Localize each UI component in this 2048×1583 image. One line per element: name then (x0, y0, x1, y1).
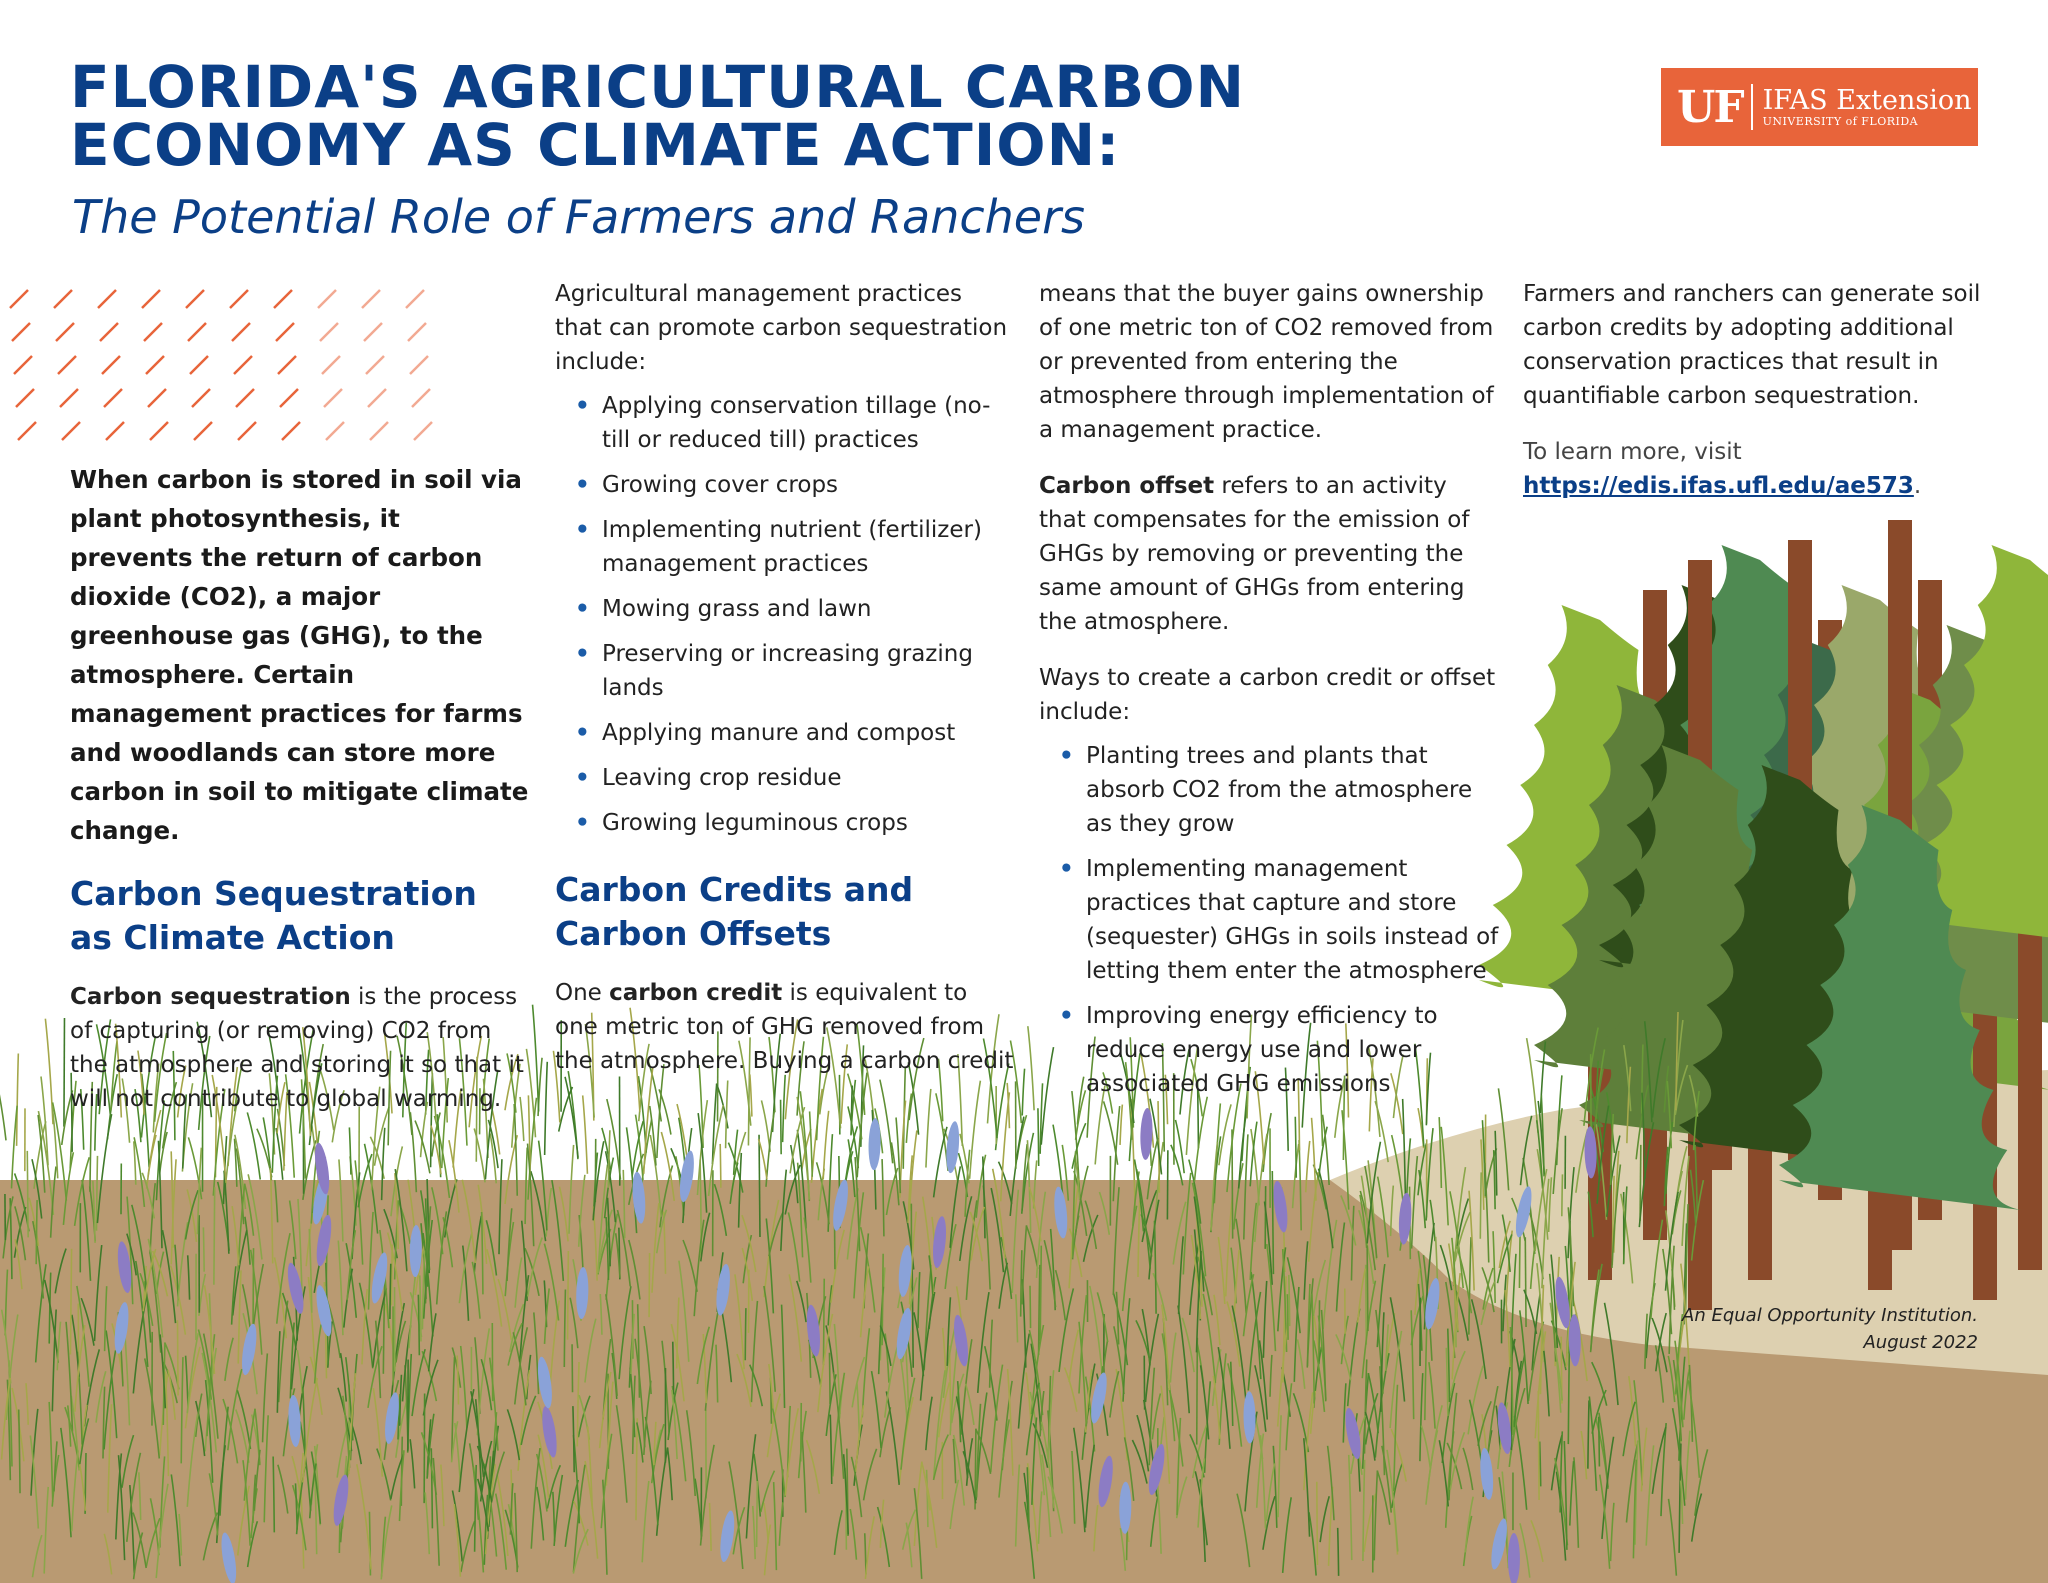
practice-item: • Applying manure and compost (555, 716, 1015, 750)
logo-mark: UF (1677, 81, 1743, 133)
grass-blade (1599, 1417, 1600, 1467)
heading-carbon-credits: Carbon Credits and Carbon Offsets (555, 870, 914, 953)
grass-blade (745, 1308, 746, 1360)
publication-date: August 2022 (1863, 1332, 1978, 1353)
grass-blade (583, 1095, 588, 1173)
grass-blade (1562, 1174, 1563, 1216)
offset-term: Carbon offset (1039, 473, 1215, 499)
way-item: • Planting trees and plants that absorb CO2 from the atmosphere as they grow (1039, 739, 1499, 841)
intro-paragraph: When carbon is stored in soil via plant photosynthesis, it prevents the return of carbon dioxide (CO2), a major greenhouse gas (GHG), to the atmosphere. Certain management practices for farms and woodlands can store more carbon in soil to mitigate climate change. (70, 465, 529, 845)
practice-item: • Preserving or increasing grazing lands (555, 637, 1015, 705)
grass-blade (64, 1018, 65, 1127)
hatch-mark (186, 290, 204, 308)
hatch-mark (150, 422, 168, 440)
grass-blade (1525, 1237, 1526, 1327)
heading-carbon-sequestration: Carbon Sequestration as Climate Action (70, 874, 477, 957)
page-title (70, 53, 1246, 179)
practice-item: • Growing cover crops (555, 468, 1015, 502)
grass-blade (390, 1264, 391, 1319)
grass-blade (720, 1144, 721, 1188)
credit-definition (555, 976, 1015, 1078)
hatch-mark (144, 323, 162, 341)
lavender-spike (868, 1118, 881, 1170)
practice-item: • Mowing grass and lawn (555, 592, 1015, 626)
grass-blade (1519, 1233, 1520, 1288)
grass-blade (1197, 1338, 1198, 1445)
hatch-mark (280, 389, 298, 407)
grass-blade (203, 1227, 204, 1271)
grass-blade (759, 1135, 760, 1237)
grass-blade (214, 1187, 215, 1284)
title-line-1: FLORIDA'S AGRICULTURAL CARBON (70, 53, 1246, 121)
equal-opportunity-text: An Equal Opportunity Institution. (1682, 1305, 1978, 1326)
hatch-mark (56, 323, 74, 341)
grass-blade (781, 1100, 782, 1154)
grass-blade (1366, 1265, 1367, 1345)
grass-blade (801, 1403, 802, 1462)
logo-university: UNIVERSITY of FLORIDA (1762, 114, 1919, 128)
grass-blade (823, 1111, 828, 1179)
grass-blade (418, 1295, 419, 1356)
grass-blade (17, 1054, 19, 1146)
grass-blade (533, 1005, 539, 1112)
grass-blade (27, 1151, 28, 1237)
grass-blade (1030, 1286, 1031, 1328)
grass-blade (36, 1200, 37, 1264)
learn-more (1523, 435, 1983, 503)
link-suffix: . (1913, 473, 1922, 499)
hatch-mark (146, 356, 164, 374)
hatch-mark (192, 389, 210, 407)
hatch-mark (326, 422, 344, 440)
column-4 (1523, 277, 1983, 525)
hatch-mark (368, 389, 386, 407)
credit-term: carbon credit (609, 980, 783, 1006)
column-2 (555, 277, 1015, 1100)
grass-blade (1040, 1246, 1041, 1342)
grass-blade (829, 1353, 830, 1404)
uf-ifas-logo (1661, 68, 1978, 146)
hatch-mark (232, 323, 250, 341)
way-item: • Improving energy efficiency to reduce energy use and lower associated GHG emissions (1039, 999, 1499, 1101)
way-item: • Implementing management practices that capture and store (sequester) GHGs in soils instead of letting them enter the atmosphere (1039, 852, 1499, 988)
grass-blade (1317, 1482, 1318, 1565)
hatch-mark (370, 422, 388, 440)
hatch-mark (276, 323, 294, 341)
hatch-mark (366, 356, 384, 374)
grass-blade (1367, 1245, 1368, 1331)
hatch-mark (236, 389, 254, 407)
credit-text: is equivalent to one metric ton of GHG removed from the atmosphere. Buying a carbon credit (555, 980, 1014, 1074)
sequestration-definition (70, 980, 530, 1116)
practice-item: • Applying conservation tillage (no-till or reduced till) practices (555, 389, 1015, 457)
grass-blade (673, 1342, 674, 1395)
hatch-mark (98, 290, 116, 308)
hatch-mark (148, 389, 166, 407)
grass-blade (1072, 1123, 1086, 1169)
hatch-mark (188, 323, 206, 341)
hatch-mark (406, 290, 424, 308)
sequestration-term: Carbon sequestration (70, 984, 351, 1010)
hatch-mark (10, 290, 28, 308)
grass-blade (810, 1111, 813, 1176)
edis-link[interactable]: https://edis.ifas.ufl.edu/ae573 (1523, 473, 1914, 499)
hatch-mark (322, 356, 340, 374)
hatch-mark (18, 422, 36, 440)
hatch-mark (194, 422, 212, 440)
hatch-mark (234, 356, 252, 374)
sequestration-text: is the process of capturing (or removing) CO2 from the atmosphere and storing it so that it will not contribute to global warming. (70, 984, 524, 1112)
grass-blade (1538, 1391, 1539, 1500)
hatch-mark (364, 323, 382, 341)
hatch-mark (58, 356, 76, 374)
logo-name: IFAS Extension (1762, 84, 1972, 116)
hatch-mark (238, 422, 256, 440)
hatch-mark (414, 422, 432, 440)
hatch-mark (106, 422, 124, 440)
hatch-mark (190, 356, 208, 374)
practice-item: • Implementing nutrient (fertilizer) management practices (555, 513, 1015, 581)
practices-intro: Agricultural management practices that can promote carbon sequestration include: (555, 281, 1008, 375)
hatch-mark (142, 290, 160, 308)
hatch-mark (320, 323, 338, 341)
grass-blade (757, 1481, 758, 1547)
hatch-mark (16, 389, 34, 407)
hatch-mark (60, 389, 78, 407)
practice-item: • Growing leguminous crops (555, 806, 1015, 840)
hatch-mark (408, 323, 426, 341)
ways-intro: Ways to create a carbon credit or offset include: (1039, 665, 1496, 725)
grass-blade (1289, 1275, 1290, 1326)
footer (1682, 1302, 1978, 1356)
grass-blade (926, 1089, 931, 1168)
grass-blade (1287, 1294, 1288, 1340)
generate-credits-text: Farmers and ranchers can generate soil carbon credits by adopting additional conservation practices that result in quantifiable carbon sequestration. (1523, 281, 1981, 409)
column-1 (70, 460, 530, 1138)
practices-list (555, 389, 1015, 840)
grass-blade (545, 1062, 548, 1155)
hatch-mark (62, 422, 80, 440)
grass-blade (1338, 1528, 1339, 1576)
grass-blade (823, 1279, 824, 1365)
hatch-mark (362, 290, 380, 308)
hatch-mark (318, 290, 336, 308)
column-3 (1039, 277, 1499, 1129)
hatch-mark (278, 356, 296, 374)
grass-blade (177, 1320, 178, 1395)
credit-pre: One (555, 980, 602, 1006)
hatch-mark (102, 356, 120, 374)
title-line-2: ECONOMY AS CLIMATE ACTION: (70, 111, 1121, 179)
orange-hatch-decoration (10, 290, 432, 440)
grass-blade (1028, 1026, 1034, 1110)
grass-blade (761, 1100, 770, 1151)
hatch-mark (54, 290, 72, 308)
hatch-mark (12, 323, 30, 341)
ways-list (1039, 739, 1499, 1101)
practice-item: • Leaving crop residue (555, 761, 1015, 795)
hatch-mark (104, 389, 122, 407)
offset-definition (1039, 469, 1499, 639)
hatch-mark (410, 356, 428, 374)
grass-blade (1480, 1172, 1481, 1238)
hatch-mark (412, 389, 430, 407)
logo-divider (1751, 84, 1753, 130)
grass-blade (1022, 1069, 1024, 1116)
grass-blade (912, 1265, 913, 1367)
grass-blade (568, 1251, 569, 1340)
offset-text: refers to an activity that compensates for the emission of GHGs by removing or preventing the same amount of GHGs from entering the atmosphere. (1039, 473, 1470, 635)
hatch-mark (100, 323, 118, 341)
grass-blade (1540, 1442, 1541, 1487)
page-subtitle: The Potential Role of Farmers and Ranchers (72, 190, 1085, 244)
grass-blade (1272, 1171, 1273, 1274)
hatch-mark (274, 290, 292, 308)
grass-blade (649, 1253, 650, 1317)
hatch-mark (230, 290, 248, 308)
grass-blade (0, 1065, 6, 1140)
hatch-mark (282, 422, 300, 440)
hatch-mark (324, 389, 342, 407)
learn-more-label: To learn more, visit (1523, 439, 1742, 465)
hatch-mark (14, 356, 32, 374)
credit-continuation: means that the buyer gains ownership of one metric ton of CO2 removed from or prevented from entering the atmosphere through implementation of a management practice. (1039, 281, 1494, 443)
